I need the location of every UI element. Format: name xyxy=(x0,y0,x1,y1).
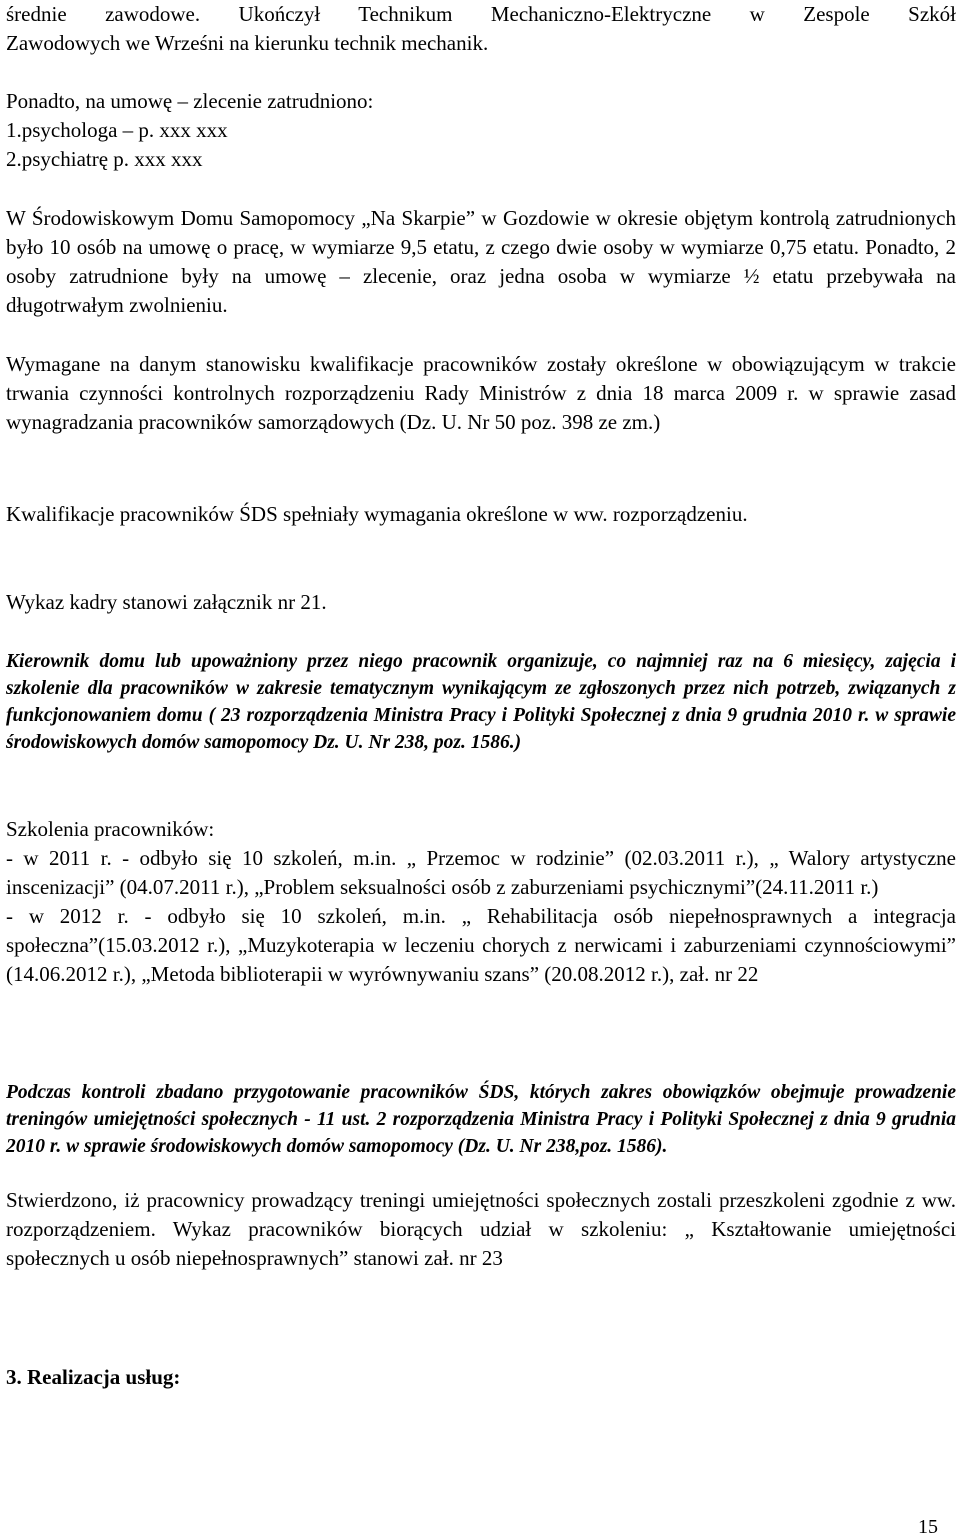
attachment-text: Wykaz kadry stanowi załącznik nr 21. xyxy=(6,590,327,614)
staff-text: W Środowiskowym Domu Samopomocy „Na Skarpie” w Gozdowie w okresie objętym kontrolą zatrudnionych było 10 osób na umowę o pracę, w wymiarze 9,5 etatu, z czego dwie osoby w wymiarze 0,75 etatu. Ponadto, 2 osoby zatrudnione były na umowę – zlecenie, oraz jedna osoba w wymiarze ½ etatu przebywała na długotrwałym zwolnieniu. xyxy=(6,206,956,317)
intro-line: Zawodowych we Wrześni na kierunku technik mechanik. xyxy=(6,31,489,55)
staff-paragraph xyxy=(6,204,956,320)
control-scope-text: Podczas kontroli zbadano przygotowanie pracowników ŚDS, których zakres obowiązków obejmuje prowadzenie treningów umiejętności społecznych - 11 ust. 2 rozporządzenia Ministra Pracy i Polityki Społecznej z dnia 9 grudnia 2010 r. w sprawie środowiskowych domów samopomocy (Dz. U. Nr 238,poz. 1586). xyxy=(6,1082,956,1157)
contract-item: 2.psychiatrę p. xxx xxx xyxy=(6,147,203,171)
control-scope-paragraph xyxy=(6,1079,956,1160)
trainings-2012: - w 2012 r. - odbyło się 10 szkoleń, m.in. „ Rehabilitacja osób niepełnosprawnych a integracja społeczna”(15.03.2012 r.), „Muzykoterapia w leczeniu chorych z nerwicami i zaburzeniami czynnościowymi” (14.06.2012 r.), „Metoda biblioterapii w wyrównywaniu szans” (20.08.2012 r.), zał. nr 22 xyxy=(6,904,956,986)
qualifications-met-paragraph xyxy=(6,500,956,529)
training-requirement-paragraph xyxy=(6,648,956,756)
findings-paragraph xyxy=(6,1186,956,1273)
qualifications-met-text: Kwalifikacje pracowników ŚDS spełniały wymagania określone w ww. rozporządzeniu. xyxy=(6,502,748,526)
qualifications-text: Wymagane na danym stanowisku kwalifikacje pracowników zostały określone w obowiązującym w trakcie trwania czynności kontrolnych rozporządzeniu Rady Ministrów z dnia 18 marca 2009 r. w sprawie zasad wynagradzania pracowników samorządowych (Dz. U. Nr 50 poz. 398 ze zm.) xyxy=(6,352,956,434)
trainings-2011: - w 2011 r. - odbyło się 10 szkoleń, m.in. „ Przemoc w rodzinie” (02.03.2011 r.), „ Walory artystyczne inscenizacji” (04.07.2011 r.), „Problem seksualności osób z zaburzeniami psychicznymi”(24.11.2011 r.) xyxy=(6,846,956,899)
intro-section xyxy=(6,0,956,58)
section-heading xyxy=(6,1363,956,1392)
page-number: 15 xyxy=(918,1516,938,1538)
contract-item: 1.psychologa – p. xxx xxx xyxy=(6,118,228,142)
contract-section xyxy=(6,87,956,174)
trainings-section xyxy=(6,815,956,989)
intro-line: średnie zawodowe. Ukończył Technikum Mechaniczno-Elektryczne w Zespole Szkół xyxy=(6,2,956,26)
contract-intro: Ponadto, na umowę – zlecenie zatrudniono: xyxy=(6,89,374,113)
attachment-paragraph xyxy=(6,588,956,617)
section-heading-text: 3. Realizacja usług: xyxy=(6,1365,181,1389)
findings-text: Stwierdzono, iż pracownicy prowadzący treningi umiejętności społecznych zostali przeszkoleni zgodnie z ww. rozporządzeniem. Wykaz pracowników biorących udział w szkoleniu: „ Kształtowanie umiejętności społecznych u osób niepełnosprawnych” stanowi zał. nr 23 xyxy=(6,1188,956,1270)
training-requirement-text: Kierownik domu lub upoważniony przez niego pracownik organizuje, co najmniej raz na 6 miesięcy, zajęcia i szkolenie dla pracowników w zakresie tematycznym wynikającym ze zgłoszonych przez nich potrzeb, związanych z funkcjonowaniem domu ( 23 rozporządzenia Ministra Pracy i Polityki Społecznej z dnia 9 grudnia 2010 r. w sprawie środowiskowych domów samopomocy Dz. U. Nr 238, poz. 1586.) xyxy=(6,651,956,753)
trainings-title: Szkolenia pracowników: xyxy=(6,817,215,841)
qualifications-paragraph xyxy=(6,350,956,437)
